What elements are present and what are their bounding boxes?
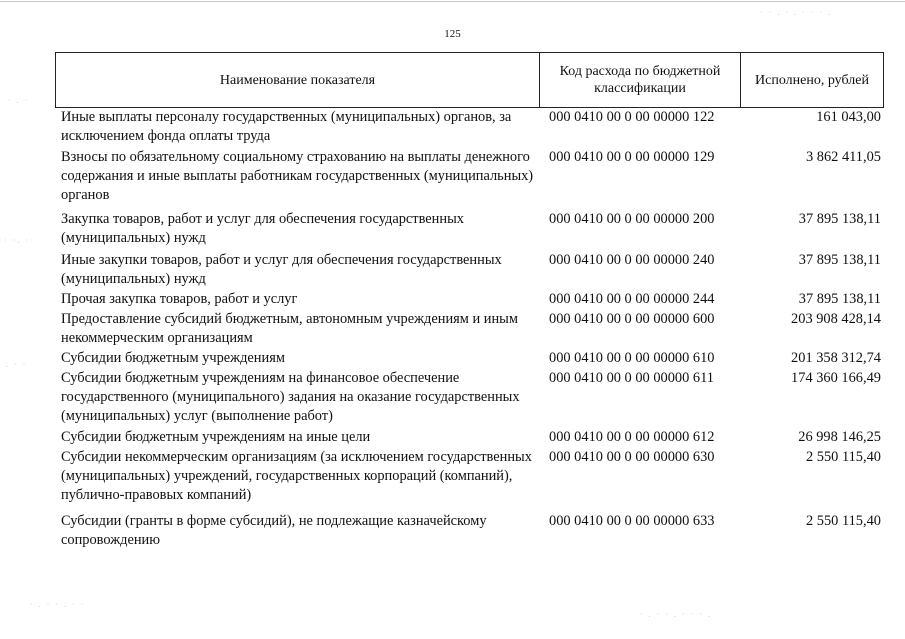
scan-noise: · . · · . · ·	[30, 600, 86, 609]
row-amount: 3 862 411,05	[805, 149, 881, 165]
row-name: Субсидии (гранты в форме субсидий), не подлежащие казначейскому сопровождению	[61, 513, 487, 548]
row-code: 000 0410 00 0 00 00000 611	[549, 370, 714, 386]
row-amount: 37 895 138,11	[798, 252, 881, 268]
page-number: 125	[444, 28, 461, 40]
column-header-amount: Исполнено, рублей	[755, 72, 869, 88]
row-amount: 201 358 312,74	[791, 350, 881, 366]
row-name: Субсидии бюджетным учреждениям на иные цели	[61, 429, 371, 445]
row-code: 000 0410 00 0 00 00000 244	[549, 291, 715, 307]
row-amount: 26 998 146,25	[798, 429, 881, 445]
row-name: Субсидии некоммерческим организациям (за исключением государственных (муниципальных) учреждений, государственных корпораций (компаний), публично-правовых компаний)	[61, 449, 532, 503]
column-header-code: Код расхода по бюджетной классификации	[540, 53, 741, 107]
column-header-name: Наименование показателя	[56, 53, 540, 107]
row-name: Субсидии бюджетным учреждениям на финансовое обеспечение государственного (муниципального) задания на оказание государственных (муниципальных) услуг (выполнение работ)	[61, 370, 520, 424]
page-top-edge	[0, 1, 905, 2]
row-code: 000 0410 00 0 00 00000 122	[549, 109, 715, 125]
scan-noise: · . · · . · · · .	[640, 610, 712, 619]
row-amount: 203 908 428,14	[791, 311, 881, 327]
row-amount: 2 550 115,40	[805, 513, 881, 529]
row-code: 000 0410 00 0 00 00000 610	[549, 350, 715, 366]
row-name: Иные выплаты персоналу государственных (муниципальных) органов, за исключением фонда оплаты труда	[61, 109, 512, 144]
row-amount: 2 550 115,40	[805, 449, 881, 465]
row-name: Предоставление субсидий бюджетным, автономным учреждениям и иным некоммерческим организациям	[61, 311, 518, 346]
scan-noise: . · ·	[6, 360, 28, 369]
scan-noise: · . ·	[8, 96, 30, 105]
table-header	[55, 52, 884, 108]
row-code: 000 0410 00 0 00 00000 600	[549, 311, 715, 327]
row-code: 000 0410 00 0 00 00000 240	[549, 252, 715, 268]
row-amount: 174 360 166,49	[791, 370, 881, 386]
row-name: Закупка товаров, работ и услуг для обеспечения государственных (муниципальных) нужд	[61, 211, 464, 246]
scan-noise: · ·. ·	[4, 236, 30, 245]
row-code: 000 0410 00 0 00 00000 630	[549, 449, 715, 465]
row-name: Субсидии бюджетным учреждениям	[61, 350, 285, 366]
row-amount: 37 895 138,11	[798, 291, 881, 307]
scan-noise: · · . · . · · · .	[760, 8, 832, 17]
row-amount: 37 895 138,11	[798, 211, 881, 227]
row-amount: 161 043,00	[816, 109, 881, 125]
row-code: 000 0410 00 0 00 00000 200	[549, 211, 715, 227]
row-name: Взносы по обязательному социальному страхованию на выплаты денежного содержания и иные выплаты работникам государственных (муниципальных) органов	[61, 149, 534, 203]
row-code: 000 0410 00 0 00 00000 612	[549, 429, 715, 445]
row-name: Прочая закупка товаров, работ и услуг	[61, 291, 298, 307]
row-code: 000 0410 00 0 00 00000 633	[549, 513, 715, 529]
row-name: Иные закупки товаров, работ и услуг для обеспечения государственных (муниципальных) нужд	[61, 252, 502, 287]
row-code: 000 0410 00 0 00 00000 129	[549, 149, 715, 165]
